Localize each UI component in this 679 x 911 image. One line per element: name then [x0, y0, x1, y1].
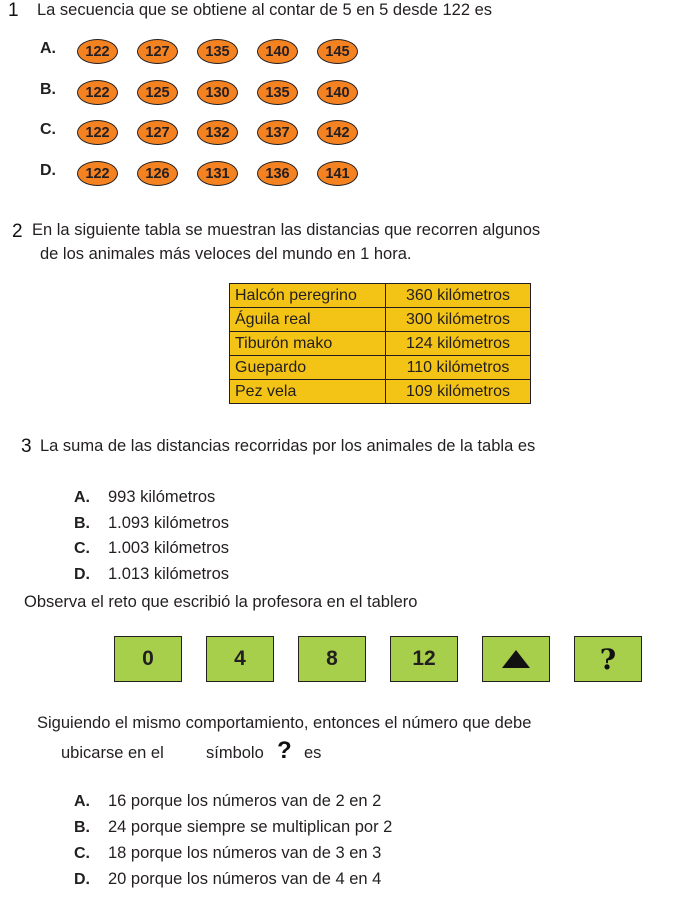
option-letter: A. [40, 40, 56, 57]
animal-distance: 300 kilómetros [386, 308, 531, 332]
sequence-number: 136 [257, 161, 298, 186]
question-1-number: 1 [8, 0, 19, 21]
sequence-number: 125 [137, 80, 178, 105]
sequence-number: 127 [137, 39, 178, 64]
board-box-triangle [482, 636, 550, 682]
sequence-number: 140 [317, 80, 358, 105]
question-mark-symbol: ? [277, 737, 292, 764]
question-4-option[interactable] [74, 792, 381, 811]
sequence-number: 135 [257, 80, 298, 105]
board-box-2: 4 [206, 636, 274, 682]
question-3-option[interactable] [74, 539, 229, 558]
question-4-text-line2c: es [304, 744, 322, 762]
option-letter: C. [74, 540, 90, 557]
table-row [230, 284, 531, 308]
question-mark-icon: ? [599, 642, 617, 676]
animal-name: Halcón peregrino [230, 284, 386, 308]
option-text: 1.013 kilómetros [108, 565, 230, 583]
animal-name: Guepardo [230, 356, 386, 380]
option-text: 1.093 kilómetros [108, 514, 230, 532]
sequence-number: 122 [77, 120, 118, 145]
board-box-3: 8 [298, 636, 366, 682]
question-2-number: 2 [12, 221, 23, 242]
question-4-intro: Observa el reto que escribió la profesora en el tablero [24, 593, 418, 611]
animal-distance: 360 kilómetros [386, 284, 531, 308]
question-4-option[interactable] [74, 818, 392, 837]
option-text: 20 porque los números van de 4 en 4 [108, 870, 382, 888]
board-box-question [574, 636, 642, 682]
option-text: 16 porque los números van de 2 en 2 [108, 792, 382, 810]
option-text: 24 porque siempre se multiplican por 2 [108, 818, 393, 836]
sequence-number: 122 [77, 39, 118, 64]
animal-name: Tiburón mako [230, 332, 386, 356]
animal-distance: 109 kilómetros [386, 380, 531, 404]
question-3-option[interactable] [74, 514, 229, 533]
option-text: 18 porque los números van de 3 en 3 [108, 844, 382, 862]
animal-name: Pez vela [230, 380, 386, 404]
up-triangle-icon [502, 650, 530, 668]
board-box-4: 12 [390, 636, 458, 682]
table-row [230, 356, 531, 380]
animal-distance: 124 kilómetros [386, 332, 531, 356]
sequence-number: 137 [257, 120, 298, 145]
question-4-text-line1: Siguiendo el mismo comportamiento, entonces el número que debe [37, 714, 532, 732]
question-3-text: La suma de las distancias recorridas por los animales de la tabla es [40, 437, 536, 455]
sequence-number: 130 [197, 80, 238, 105]
sequence-number: 131 [197, 161, 238, 186]
question-1-text: La secuencia que se obtiene al contar de 5 en 5 desde 122 es [37, 1, 493, 19]
sequence-number: 122 [77, 161, 118, 186]
board-box-1: 0 [114, 636, 182, 682]
option-letter: A. [74, 793, 90, 810]
option-letter: D. [40, 162, 56, 179]
sequence-number: 142 [317, 120, 358, 145]
option-letter: B. [74, 819, 90, 836]
table-row [230, 332, 531, 356]
table-row [230, 308, 531, 332]
sequence-number: 127 [137, 120, 178, 145]
question-3-option[interactable] [74, 488, 215, 507]
sequence-number: 126 [137, 161, 178, 186]
option-letter: D. [74, 871, 90, 888]
animal-distance: 110 kilómetros [386, 356, 531, 380]
option-letter: A. [74, 489, 90, 506]
sequence-number: 141 [317, 161, 358, 186]
animal-name: Águila real [230, 308, 386, 332]
sequence-number: 140 [257, 39, 298, 64]
question-4-option[interactable] [74, 844, 381, 863]
option-text: 993 kilómetros [108, 488, 216, 506]
sequence-number: 122 [77, 80, 118, 105]
option-letter: D. [74, 566, 90, 583]
table-row [230, 380, 531, 404]
question-3-number: 3 [21, 436, 32, 457]
question-2-text-line1: En la siguiente tabla se muestran las distancias que recorren algunos [32, 221, 541, 239]
option-letter: C. [40, 121, 56, 138]
sequence-number: 145 [317, 39, 358, 64]
option-letter: C. [74, 845, 90, 862]
question-3-option[interactable] [74, 565, 229, 584]
question-4-text-line2b: símbolo [206, 744, 264, 762]
sequence-number: 132 [197, 120, 238, 145]
option-letter: B. [74, 515, 90, 532]
option-letter: B. [40, 81, 56, 98]
option-text: 1.003 kilómetros [108, 539, 230, 557]
sequence-number: 135 [197, 39, 238, 64]
question-4-text-line2a: ubicarse en el [61, 744, 164, 762]
question-2-text-line2: de los animales más veloces del mundo en 1 hora. [40, 245, 412, 263]
animal-distance-table [229, 283, 531, 404]
question-4-option[interactable] [74, 870, 381, 889]
